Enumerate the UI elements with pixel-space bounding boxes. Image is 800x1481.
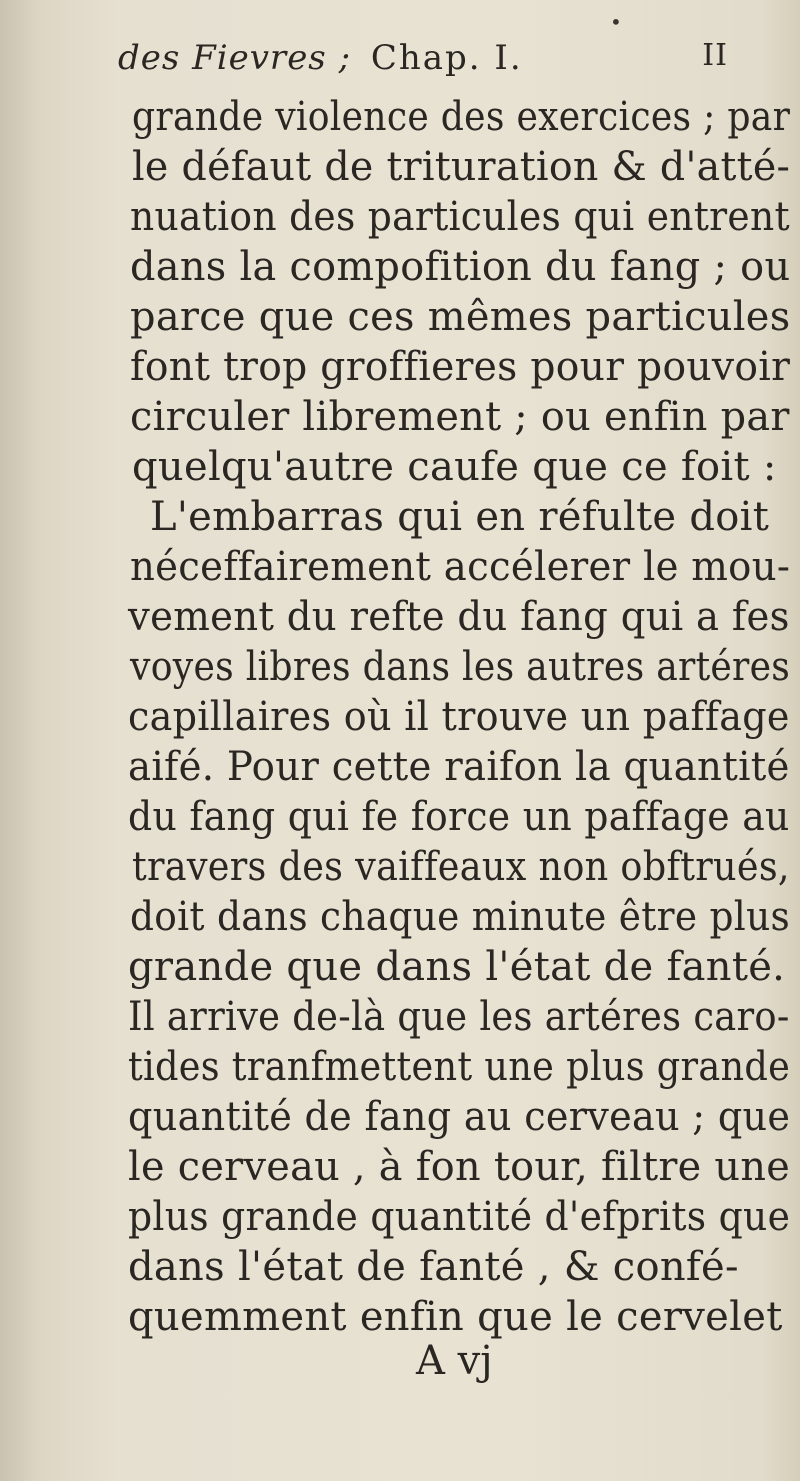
- text-line: capillaires où il trouve un paffage: [128, 694, 790, 740]
- text-line: grande que dans l'état de fanté.: [128, 944, 786, 990]
- running-header: [118, 38, 738, 88]
- text-line: quelqu'autre caufe que ce foit :: [132, 444, 777, 490]
- text-line: vement du refte du fang qui a fes: [128, 594, 790, 640]
- text-line: travers des vaiffeaux non obftrués,: [132, 844, 790, 890]
- text-line: tides tranfmettent une plus grande: [128, 1044, 791, 1090]
- text-line: Il arrive de-là que les artéres caro-: [128, 994, 790, 1040]
- text-line: du fang qui fe force un paffage au: [128, 794, 790, 840]
- text-line: grande violence des exercices ; par: [132, 94, 791, 140]
- page-number: II: [702, 38, 728, 73]
- text-line: voyes libres dans les autres artéres: [130, 644, 791, 690]
- text-line: le cerveau , à fon tour, filtre une: [128, 1144, 791, 1190]
- text-line: le défaut de trituration & d'atté-: [132, 144, 791, 190]
- text-line: font trop groffieres pour pouvoir: [130, 344, 791, 390]
- text-line: circuler librement ; ou enfin par: [130, 394, 790, 440]
- signature-mark: A vj: [416, 1338, 493, 1384]
- chapter-label: Chap. I.: [370, 38, 523, 78]
- text-line: dans la compofition du fang ; ou: [130, 244, 791, 290]
- text-line: nuation des particules qui entrent: [130, 194, 790, 240]
- text-line: dans l'état de fanté , & confé-: [128, 1244, 739, 1290]
- text-line: plus grande quantité d'efprits que: [128, 1194, 791, 1240]
- text-line: doit dans chaque minute être plus: [130, 894, 791, 940]
- ink-speck: •: [610, 10, 622, 34]
- text-line: parce que ces mêmes particules: [130, 294, 791, 340]
- text-line: L'embarras qui en réfulte doit: [150, 494, 770, 540]
- text-line: quantité de fang au cerveau ; que: [128, 1094, 791, 1140]
- text-line: quemment enfin que le cervelet: [128, 1294, 783, 1340]
- running-title: des Fievres ;: [118, 38, 352, 78]
- text-line: néceffairement accélerer le mou-: [130, 544, 791, 590]
- text-line: aifé. Pour cette raifon la quantité: [128, 744, 790, 790]
